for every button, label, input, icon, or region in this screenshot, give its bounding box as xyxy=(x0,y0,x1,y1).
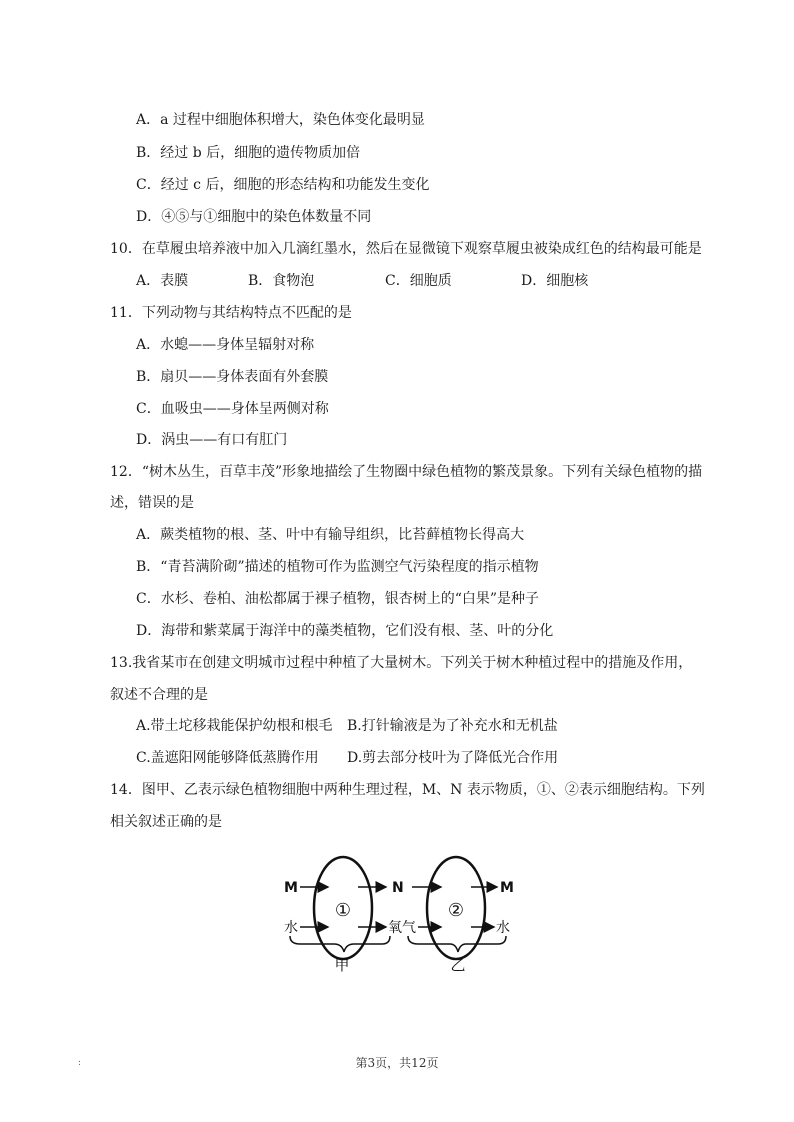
circle-2-label: ② xyxy=(447,900,465,921)
q10-option-b: B．食物泡 xyxy=(248,273,315,289)
q12-option-b: B．“青苔满阶砌”描述的植物可作为监测空气污染程度的指示植物 xyxy=(136,559,539,575)
q10-option-a: A．表膜 xyxy=(136,273,189,289)
m-input-label: M xyxy=(284,880,298,896)
page-number: 第3页，共12页 xyxy=(355,1056,439,1070)
q12-option-c: C．水杉、卷柏、油松都属于裸子植物，银杏树上的“白果”是种子 xyxy=(136,591,540,607)
q10-option-c: C．细胞质 xyxy=(385,273,452,289)
cell-process-diagram xyxy=(270,848,530,978)
q11-option-c: C．血吸虫——身体呈两侧对称 xyxy=(136,401,329,417)
q9-option-a: A．a 过程中细胞体积增大，染色体变化最明显 xyxy=(136,112,425,128)
q13-option-b: B.打针输液是为了补充水和无机盐 xyxy=(347,718,558,734)
q11-option-d: D．涡虫——有口有肛门 xyxy=(136,432,288,448)
n-middle-label: N xyxy=(392,880,404,896)
water-input-label: 水 xyxy=(284,920,298,936)
q11-option-a: A．水螅——身体呈辐射对称 xyxy=(136,337,315,353)
oxygen-middle-label: 氧气 xyxy=(388,920,416,936)
q10-option-d: D．细胞核 xyxy=(521,273,589,289)
q12-option-a: A．蕨类植物的根、茎、叶中有输导组织，比苔藓植物长得高大 xyxy=(136,527,525,543)
q9-option-c: C．经过 c 后，细胞的形态结构和功能发生变化 xyxy=(136,177,430,193)
q13-option-d: D.剪去部分枝叶为了降低光合作用 xyxy=(347,750,559,766)
label-yi: 乙 xyxy=(450,956,466,974)
q14-stem-line2: 相关叙述正确的是 xyxy=(110,814,222,830)
q13-option-a: A.带土坨移栽能保护幼根和根毛 xyxy=(136,718,333,734)
brace-jia xyxy=(290,936,390,952)
q14-stem-line1: 14．图甲、乙表示绿色植物细胞中两种生理过程，M、N 表示物质，①、②表示细胞结构。下列 xyxy=(110,782,705,798)
q10-stem: 10．在草履虫培养液中加入几滴红墨水，然后在显微镜下观察草履虫被染成红色的结构最可能是 xyxy=(110,241,702,257)
q12-stem-line1: 12．“树木丛生，百草丰茂”形象地描绘了生物圈中绿色植物的繁茂景象。下列有关绿色植物的描 xyxy=(110,464,703,480)
q12-stem-line2: 述，错误的是 xyxy=(110,495,194,511)
circle-1-label: ① xyxy=(334,900,352,921)
brace-yi xyxy=(408,936,506,952)
q13-stem-line1: 13.我省某市在创建文明城市过程中种植了大量树木。下列关于树木种植过程中的措施及作用， xyxy=(110,655,693,671)
label-jia: 甲 xyxy=(334,956,350,974)
q12-option-d: D．海带和紫菜属于海洋中的藻类植物，它们没有根、茎、叶的分化 xyxy=(136,623,554,639)
footer-mark: : xyxy=(78,1058,82,1068)
q11-option-b: B．扇贝——身体表面有外套膜 xyxy=(136,369,329,385)
m-output-label: M xyxy=(500,880,514,896)
q9-option-b: B．经过 b 后，细胞的遗传物质加倍 xyxy=(136,145,361,161)
water-output-label: 水 xyxy=(496,920,510,936)
q11-stem: 11．下列动物与其结构特点不匹配的是 xyxy=(110,305,352,321)
q13-option-c: C.盖遮阳网能够降低蒸腾作用 xyxy=(136,750,319,766)
q13-stem-line2: 叙述不合理的是 xyxy=(110,687,208,703)
q9-option-d: D．④⑤与①细胞中的染色体数量不同 xyxy=(136,209,372,225)
